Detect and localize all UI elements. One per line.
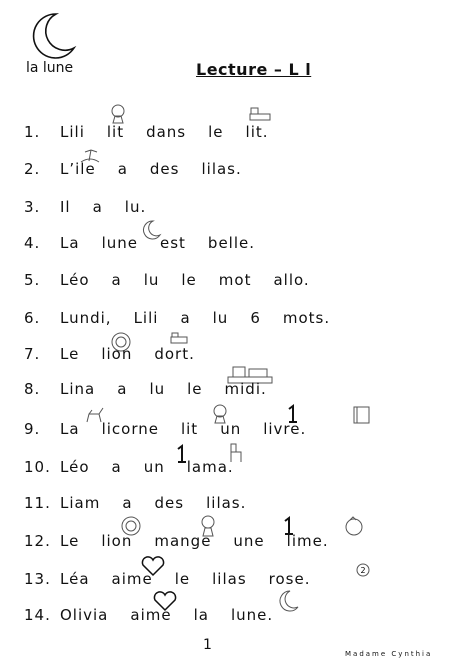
reading-line xyxy=(24,198,168,216)
sentence xyxy=(60,606,295,624)
word: Lili xyxy=(133,309,159,327)
sentence xyxy=(60,160,264,178)
word: licorne xyxy=(101,420,159,438)
line-number: 6. xyxy=(24,309,41,327)
word: Léa xyxy=(60,570,90,588)
word: lit. xyxy=(245,123,269,141)
reading-line xyxy=(24,494,268,512)
word: lilas. xyxy=(206,494,247,512)
word: a xyxy=(122,494,133,512)
line-number: 3. xyxy=(24,198,41,216)
reading-line xyxy=(24,458,256,476)
word: dans xyxy=(146,123,187,141)
word: lime. xyxy=(286,532,329,550)
word: des xyxy=(149,160,180,178)
word: lit xyxy=(106,123,125,141)
word: lit xyxy=(180,420,199,438)
word: L’ile xyxy=(60,160,96,178)
word: La xyxy=(60,234,80,252)
word: lion xyxy=(101,532,133,550)
word: Lina xyxy=(60,380,96,398)
word: Le xyxy=(60,532,80,550)
word: aime xyxy=(130,606,172,624)
sentence xyxy=(60,380,289,398)
word: le xyxy=(181,271,197,289)
sentence xyxy=(60,494,268,512)
sentence xyxy=(60,532,351,550)
author-credit: Madame Cynthia xyxy=(345,650,433,658)
sentence xyxy=(60,570,332,588)
word: Le xyxy=(60,345,80,363)
reading-line xyxy=(24,309,352,327)
line-number: 1. xyxy=(24,123,41,141)
word: Lili xyxy=(60,123,85,141)
word: des xyxy=(154,494,185,512)
word: rose. xyxy=(268,570,311,588)
moon-icon xyxy=(26,10,78,62)
sentence xyxy=(60,309,352,327)
word: dort. xyxy=(154,345,195,363)
moon-label: la lune xyxy=(26,60,74,76)
line-number: 12. xyxy=(24,532,51,550)
book-icon xyxy=(352,405,372,425)
word: a xyxy=(92,198,103,216)
sentence xyxy=(60,198,168,216)
line-number: 8. xyxy=(24,380,41,398)
sentence xyxy=(60,271,332,289)
word: le xyxy=(187,380,203,398)
word: un xyxy=(220,420,242,438)
reading-line xyxy=(24,160,264,178)
word: a xyxy=(180,309,191,327)
word: Il xyxy=(60,198,71,216)
reading-line xyxy=(24,380,289,398)
sentence xyxy=(60,458,256,476)
word: la xyxy=(193,606,209,624)
word: a xyxy=(117,380,128,398)
word: un xyxy=(143,458,165,476)
reading-line xyxy=(24,606,295,624)
bed-icon xyxy=(249,104,271,124)
word: est xyxy=(159,234,186,252)
sentence xyxy=(60,420,328,438)
reading-line xyxy=(24,271,332,289)
reading-line xyxy=(24,234,277,252)
word: a xyxy=(111,271,122,289)
line-number: 14. xyxy=(24,606,51,624)
line-number: 11. xyxy=(24,494,51,512)
word: lune xyxy=(101,234,138,252)
line-number: 4. xyxy=(24,234,41,252)
word: Liam xyxy=(60,494,101,512)
reading-line xyxy=(24,532,351,550)
page-title: Lecture – L l xyxy=(196,60,312,79)
word: lion xyxy=(101,345,133,363)
word: lu. xyxy=(124,198,147,216)
bed-icon xyxy=(170,331,188,345)
word: une xyxy=(233,532,265,550)
svg-text:2: 2 xyxy=(360,566,366,575)
word: a xyxy=(117,160,128,178)
word: allo. xyxy=(273,271,310,289)
word: lu xyxy=(212,309,229,327)
word: 6 xyxy=(250,309,261,327)
word: le xyxy=(208,123,224,141)
word: lilas xyxy=(212,570,247,588)
reading-line xyxy=(24,570,332,588)
reading-line xyxy=(24,345,217,363)
word: Léo xyxy=(60,271,90,289)
line-number: 5. xyxy=(24,271,41,289)
word: Léo xyxy=(60,458,90,476)
word: le xyxy=(174,570,191,588)
line-number: 9. xyxy=(24,420,41,438)
number-two-icon xyxy=(356,563,370,577)
sentence xyxy=(60,345,217,363)
line-number: 13. xyxy=(24,570,51,588)
word: aime xyxy=(111,570,153,588)
page-number: 1 xyxy=(203,637,212,653)
word: belle. xyxy=(207,234,256,252)
sentence xyxy=(60,234,277,252)
word: Olivia xyxy=(60,606,109,624)
word: mots. xyxy=(282,309,331,327)
girl-icon xyxy=(110,104,126,124)
reading-line xyxy=(24,123,291,141)
word: lama. xyxy=(186,458,234,476)
word: La xyxy=(60,420,80,438)
word: livre. xyxy=(263,420,307,438)
word: lu xyxy=(143,271,160,289)
word: mange xyxy=(154,532,212,550)
reading-line xyxy=(24,420,328,438)
word: lune. xyxy=(230,606,274,624)
word: midi. xyxy=(224,380,267,398)
word: mot xyxy=(218,271,252,289)
line-number: 7. xyxy=(24,345,41,363)
sentence xyxy=(60,123,291,141)
line-number: 2. xyxy=(24,160,41,178)
word: a xyxy=(111,458,122,476)
word: Lundi, xyxy=(60,309,112,327)
line-number: 10. xyxy=(24,458,51,476)
word: lilas. xyxy=(201,160,242,178)
word: lu xyxy=(149,380,166,398)
